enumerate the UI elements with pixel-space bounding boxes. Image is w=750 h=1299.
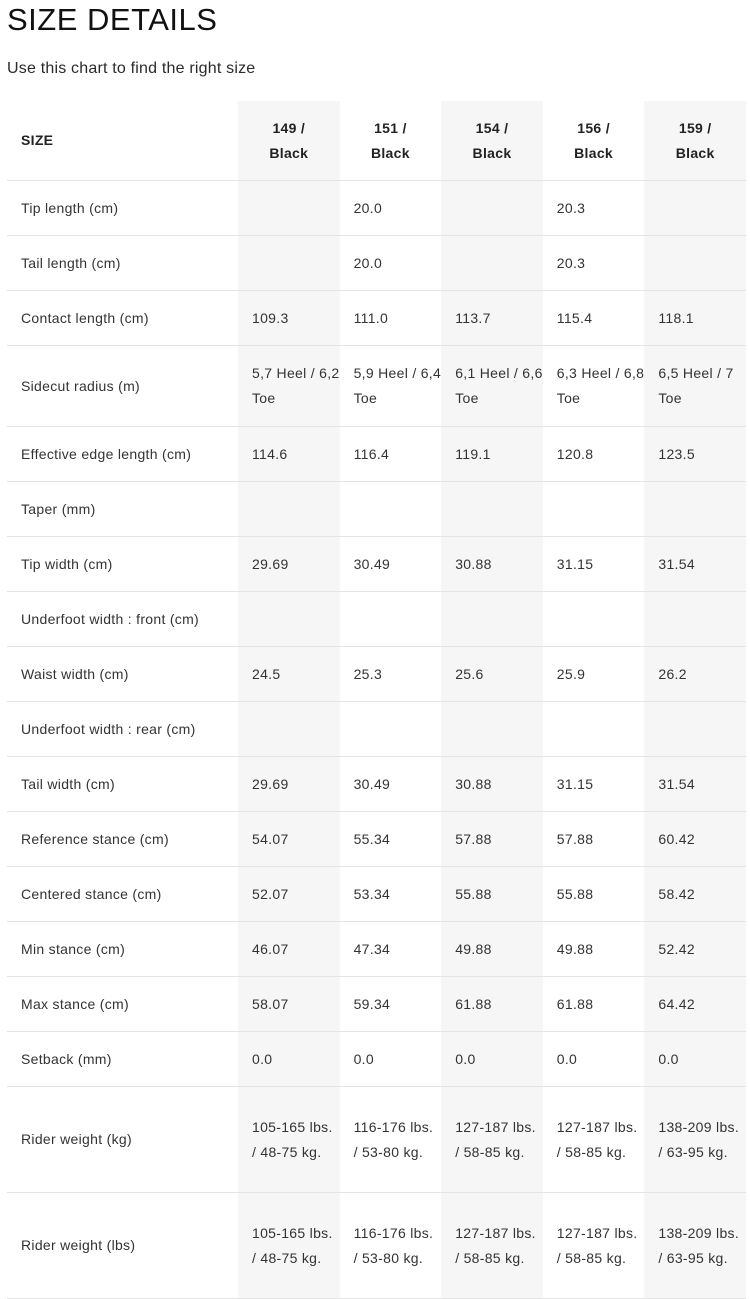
table-cell xyxy=(441,702,543,757)
row-label: Effective edge length (cm) xyxy=(7,427,238,482)
row-label: Rider weight (lbs) xyxy=(7,1193,238,1299)
table-cell: 31.54 xyxy=(644,537,746,592)
table-cell: 58.42 xyxy=(644,867,746,922)
table-row xyxy=(7,1087,746,1193)
table-cell: 105-165 lbs. / 48-75 kg. xyxy=(238,1087,340,1193)
row-label: Tip width (cm) xyxy=(7,537,238,592)
table-cell: 0.0 xyxy=(543,1032,645,1087)
row-label: Sidecut radius (m) xyxy=(7,346,238,427)
table-cell xyxy=(543,702,645,757)
table-cell: 54.07 xyxy=(238,812,340,867)
table-row xyxy=(7,1032,746,1087)
table-row xyxy=(7,757,746,812)
table-cell: 49.88 xyxy=(441,922,543,977)
table-cell: 6,5 Heel / 7 Toe xyxy=(644,346,746,427)
table-cell: 20.3 xyxy=(543,181,645,236)
table-cell: 64.42 xyxy=(644,977,746,1032)
table-cell: 113.7 xyxy=(441,291,543,346)
table-cell: 30.88 xyxy=(441,537,543,592)
table-header-row xyxy=(7,101,746,181)
row-label: Underfoot width : front (cm) xyxy=(7,592,238,647)
table-cell: 20.0 xyxy=(340,236,442,291)
page-title: SIZE DETAILS xyxy=(7,2,218,37)
table-cell: 6,1 Heel / 6,6 Toe xyxy=(441,346,543,427)
size-column-header xyxy=(238,101,340,181)
table-cell xyxy=(441,482,543,537)
table-cell xyxy=(441,236,543,291)
table-cell: 0.0 xyxy=(238,1032,340,1087)
table-cell: 53.34 xyxy=(340,867,442,922)
table-cell xyxy=(644,592,746,647)
table-cell: 31.15 xyxy=(543,537,645,592)
table-cell: 116.4 xyxy=(340,427,442,482)
table-cell: 115.4 xyxy=(543,291,645,346)
table-row xyxy=(7,867,746,922)
color-value: Black xyxy=(370,144,410,161)
table-row xyxy=(7,236,746,291)
table-cell: 111.0 xyxy=(340,291,442,346)
table-cell xyxy=(238,236,340,291)
table-cell: 5,9 Heel / 6,4 Toe xyxy=(340,346,442,427)
table-cell xyxy=(238,592,340,647)
size-value: 151 / xyxy=(374,119,407,136)
table-cell: 116-176 lbs. / 53-80 kg. xyxy=(340,1087,442,1193)
table-cell xyxy=(441,181,543,236)
table-cell: 138-209 lbs. / 63-95 kg. xyxy=(644,1087,746,1193)
table-cell: 127-187 lbs. / 58-85 kg. xyxy=(441,1193,543,1299)
size-corner-header: SIZE xyxy=(7,101,238,181)
table-cell: 31.54 xyxy=(644,757,746,812)
color-value: Black xyxy=(472,144,512,161)
table-cell xyxy=(340,702,442,757)
row-label: Taper (mm) xyxy=(7,482,238,537)
table-cell xyxy=(543,592,645,647)
table-cell: 0.0 xyxy=(340,1032,442,1087)
table-cell: 119.1 xyxy=(441,427,543,482)
size-value: 149 / xyxy=(272,119,306,136)
table-cell xyxy=(340,592,442,647)
row-label: Waist width (cm) xyxy=(7,647,238,702)
table-cell: 49.88 xyxy=(543,922,645,977)
table-row xyxy=(7,647,746,702)
table-cell: 123.5 xyxy=(644,427,746,482)
table-row xyxy=(7,181,746,236)
table-cell: 30.49 xyxy=(340,537,442,592)
table-cell: 46.07 xyxy=(238,922,340,977)
table-cell: 0.0 xyxy=(441,1032,543,1087)
table-cell: 57.88 xyxy=(441,812,543,867)
table-row xyxy=(7,346,746,427)
table-row xyxy=(7,1193,746,1299)
table-cell: 55.88 xyxy=(543,867,645,922)
table-row xyxy=(7,812,746,867)
size-value: 156 / xyxy=(577,119,610,136)
table-row xyxy=(7,977,746,1032)
table-cell: 5,7 Heel / 6,2 Toe xyxy=(238,346,340,427)
table-cell xyxy=(238,482,340,537)
table-cell xyxy=(238,181,340,236)
table-cell xyxy=(644,482,746,537)
color-value: Black xyxy=(269,144,309,161)
row-label: Underfoot width : rear (cm) xyxy=(7,702,238,757)
table-cell: 138-209 lbs. / 63-95 kg. xyxy=(644,1193,746,1299)
row-label: Tail width (cm) xyxy=(7,757,238,812)
table-cell: 61.88 xyxy=(441,977,543,1032)
size-column-header xyxy=(644,101,746,181)
table-cell: 20.3 xyxy=(543,236,645,291)
table-cell: 26.2 xyxy=(644,647,746,702)
table-cell: 25.3 xyxy=(340,647,442,702)
row-label: Tail length (cm) xyxy=(7,236,238,291)
color-value: Black xyxy=(675,144,715,161)
table-cell: 57.88 xyxy=(543,812,645,867)
table-cell: 55.34 xyxy=(340,812,442,867)
table-cell: 47.34 xyxy=(340,922,442,977)
table-cell: 127-187 lbs. / 58-85 kg. xyxy=(543,1193,645,1299)
table-cell: 29.69 xyxy=(238,537,340,592)
size-value: 154 / xyxy=(475,119,509,136)
size-column-header xyxy=(543,101,645,181)
table-row xyxy=(7,291,746,346)
table-cell: 109.3 xyxy=(238,291,340,346)
table-row xyxy=(7,702,746,757)
page-subtitle: Use this chart to find the right size xyxy=(7,60,256,77)
table-cell: 31.15 xyxy=(543,757,645,812)
table-cell xyxy=(644,236,746,291)
table-cell: 114.6 xyxy=(238,427,340,482)
table-cell xyxy=(340,482,442,537)
table-cell: 55.88 xyxy=(441,867,543,922)
row-label: Rider weight (kg) xyxy=(7,1087,238,1193)
table-cell: 52.42 xyxy=(644,922,746,977)
table-cell xyxy=(644,181,746,236)
row-label: Reference stance (cm) xyxy=(7,812,238,867)
table-cell: 52.07 xyxy=(238,867,340,922)
size-column-header xyxy=(441,101,543,181)
table-cell: 127-187 lbs. / 58-85 kg. xyxy=(441,1087,543,1193)
table-cell: 29.69 xyxy=(238,757,340,812)
table-cell: 118.1 xyxy=(644,291,746,346)
size-value: 159 / xyxy=(678,119,712,136)
row-label: Setback (mm) xyxy=(7,1032,238,1087)
table-cell: 61.88 xyxy=(543,977,645,1032)
size-column-header xyxy=(340,101,442,181)
table-cell: 120.8 xyxy=(543,427,645,482)
table-cell: 105-165 lbs. / 48-75 kg. xyxy=(238,1193,340,1299)
color-value: Black xyxy=(574,144,613,161)
table-cell: 58.07 xyxy=(238,977,340,1032)
row-label: Max stance (cm) xyxy=(7,977,238,1032)
size-chart-table xyxy=(7,101,746,1299)
table-cell: 116-176 lbs. / 53-80 kg. xyxy=(340,1193,442,1299)
row-label: Contact length (cm) xyxy=(7,291,238,346)
table-cell xyxy=(644,702,746,757)
table-row xyxy=(7,482,746,537)
table-cell xyxy=(238,702,340,757)
table-cell: 0.0 xyxy=(644,1032,746,1087)
table-row xyxy=(7,592,746,647)
table-cell: 25.9 xyxy=(543,647,645,702)
table-cell xyxy=(441,592,543,647)
table-row xyxy=(7,427,746,482)
table-cell: 20.0 xyxy=(340,181,442,236)
table-cell: 25.6 xyxy=(441,647,543,702)
table-cell: 24.5 xyxy=(238,647,340,702)
table-cell: 60.42 xyxy=(644,812,746,867)
row-label: Min stance (cm) xyxy=(7,922,238,977)
row-label: Centered stance (cm) xyxy=(7,867,238,922)
table-row xyxy=(7,537,746,592)
row-label: Tip length (cm) xyxy=(7,181,238,236)
table-row xyxy=(7,922,746,977)
table-cell: 30.49 xyxy=(340,757,442,812)
table-cell: 6,3 Heel / 6,8 Toe xyxy=(543,346,645,427)
table-cell: 127-187 lbs. / 58-85 kg. xyxy=(543,1087,645,1193)
table-cell: 30.88 xyxy=(441,757,543,812)
table-cell: 59.34 xyxy=(340,977,442,1032)
table-cell xyxy=(543,482,645,537)
